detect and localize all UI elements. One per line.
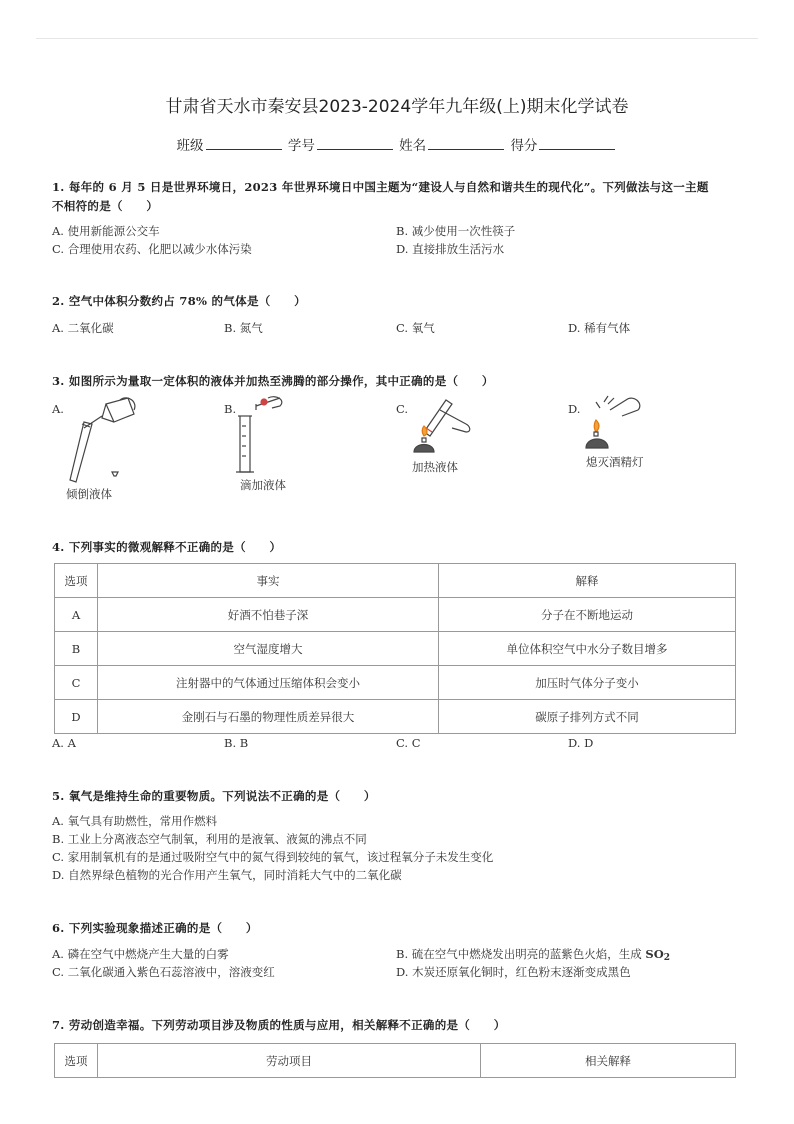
q6-option-b-subscript: 2 (663, 953, 671, 963)
table-header-cell: 事实 (98, 564, 439, 598)
q1-option-d[interactable]: D. 直接排放生活污水 (396, 242, 505, 256)
table-header-cell: 劳动项目 (98, 1044, 481, 1078)
q6-option-b-text: B. 硫在空气中燃烧发出明亮的蓝紫色火焰，生成 (396, 947, 642, 961)
score-label: 得分 (510, 138, 538, 154)
dropping-liquid-figure (234, 396, 294, 476)
table-row (55, 598, 736, 632)
table-header-cell: 相关解释 (481, 1044, 736, 1078)
q5-option-b[interactable]: B. 工业上分离液态空气制氧，利用的是液氧、液氮的沸点不同 (52, 832, 367, 846)
name-label: 姓名 (399, 138, 427, 154)
table-cell: 金刚石与石墨的物理性质差异很大 (98, 700, 439, 734)
q4-option-a[interactable]: A. A (52, 736, 76, 750)
q2-stem: 2. 空气中体积分数约占 78% 的气体是（ ） (52, 294, 306, 308)
table-cell: 单位体积空气中水分子数目增多 (439, 632, 736, 666)
table-cell: 注射器中的气体通过压缩体积会变小 (98, 666, 439, 700)
q1-option-b[interactable]: B. 减少使用一次性筷子 (396, 224, 516, 238)
fig-b-caption: 滴加液体 (240, 478, 286, 492)
q4-option-b[interactable]: B. B (224, 736, 249, 750)
q4-stem: 4. 下列事实的微观解释不正确的是（ ） (52, 540, 282, 554)
q7-stem: 7. 劳动创造幸福。下列劳动项目涉及物质的性质与应用，相关解释不正确的是（ ） (52, 1018, 506, 1032)
class-label: 班级 (176, 138, 204, 154)
id-label: 学号 (287, 138, 315, 154)
q3-option-b[interactable]: B. (224, 402, 237, 416)
id-blank[interactable] (317, 137, 393, 150)
class-blank[interactable] (206, 137, 282, 150)
table-header-row (55, 564, 736, 598)
top-divider (36, 38, 758, 39)
q1-stem-line2: 不相符的是（ ） (52, 199, 159, 213)
table-header-cell: 选项 (55, 564, 98, 598)
q6-option-d[interactable]: D. 木炭还原氧化铜时，红色粉末逐渐变成黑色 (396, 965, 631, 979)
q5-option-c[interactable]: C. 家用制氧机有的是通过吸附空气中的氮气得到较纯的氧气，该过程氧分子未发生变化 (52, 850, 494, 864)
table-cell: A (55, 598, 98, 632)
q1-option-a[interactable]: A. 使用新能源公交车 (52, 224, 160, 238)
q2-option-a[interactable]: A. 二氧化碳 (52, 321, 114, 335)
table-cell: D (55, 700, 98, 734)
q2-option-b[interactable]: B. 氮气 (224, 321, 263, 335)
score-blank[interactable] (539, 137, 615, 150)
page-title: 甘肃省天水市秦安县2023-2024学年九年级(上)期末化学试卷 (165, 97, 629, 117)
fig-d-caption: 熄灭酒精灯 (586, 455, 644, 469)
table-cell: 碳原子排列方式不同 (439, 700, 736, 734)
name-blank[interactable] (428, 137, 504, 150)
q5-option-a[interactable]: A. 氧气具有助燃性，常用作燃料 (52, 814, 218, 828)
pouring-liquid-figure (62, 396, 142, 486)
fig-c-caption: 加热液体 (412, 460, 458, 474)
table-row (55, 632, 736, 666)
table-cell: 加压时气体分子变小 (439, 666, 736, 700)
q7-table (54, 1043, 736, 1078)
table-cell: 空气湿度增大 (98, 632, 439, 666)
table-header-row (55, 1044, 736, 1078)
table-cell: 分子在不断地运动 (439, 598, 736, 632)
extinguish-lamp-figure (586, 396, 646, 454)
q1-option-c[interactable]: C. 合理使用农药、化肥以减少水体污染 (52, 242, 252, 256)
table-cell: 好酒不怕巷子深 (98, 598, 439, 632)
table-cell: C (55, 666, 98, 700)
table-header-cell: 选项 (55, 1044, 98, 1078)
student-info-line (0, 134, 794, 154)
q1-stem-line1: 1. 每年的 6 月 5 日是世界环境日，2023 年世界环境日中国主题为“建设人与自然和谐共生的现代化”。下列做法与这一主题 (52, 180, 709, 194)
q6-option-b-formula: SO (645, 947, 664, 961)
q6-stem: 6. 下列实验现象描述正确的是（ ） (52, 921, 258, 935)
q4-option-c[interactable]: C. C (396, 736, 421, 750)
table-row (55, 666, 736, 700)
table-row (55, 700, 736, 734)
q4-option-d[interactable]: D. D (568, 736, 594, 750)
table-cell: B (55, 632, 98, 666)
q3-option-c[interactable]: C. (396, 402, 409, 416)
heating-liquid-figure (410, 396, 474, 458)
q6-option-a[interactable]: A. 磷在空气中燃烧产生大量的白雾 (52, 947, 229, 961)
fig-a-caption: 倾倒液体 (66, 487, 112, 501)
q3-stem: 3. 如图所示为量取一定体积的液体并加热至沸腾的部分操作，其中正确的是（ ） (52, 374, 494, 388)
q5-stem: 5. 氧气是维持生命的重要物质。下列说法不正确的是（ ） (52, 789, 376, 803)
q3-option-a[interactable]: A. (52, 402, 64, 416)
q2-option-c[interactable]: C. 氧气 (396, 321, 435, 335)
q4-table (54, 563, 736, 734)
table-header-cell: 解释 (439, 564, 736, 598)
q1-stem (52, 178, 742, 216)
q5-option-d[interactable]: D. 自然界绿色植物的光合作用产生氧气，同时消耗大气中的二氧化碳 (52, 868, 402, 882)
q3-option-d[interactable]: D. (568, 402, 581, 416)
q2-option-d[interactable]: D. 稀有气体 (568, 321, 631, 335)
q6-option-c[interactable]: C. 二氧化碳通入紫色石蕊溶液中，溶液变红 (52, 965, 275, 979)
